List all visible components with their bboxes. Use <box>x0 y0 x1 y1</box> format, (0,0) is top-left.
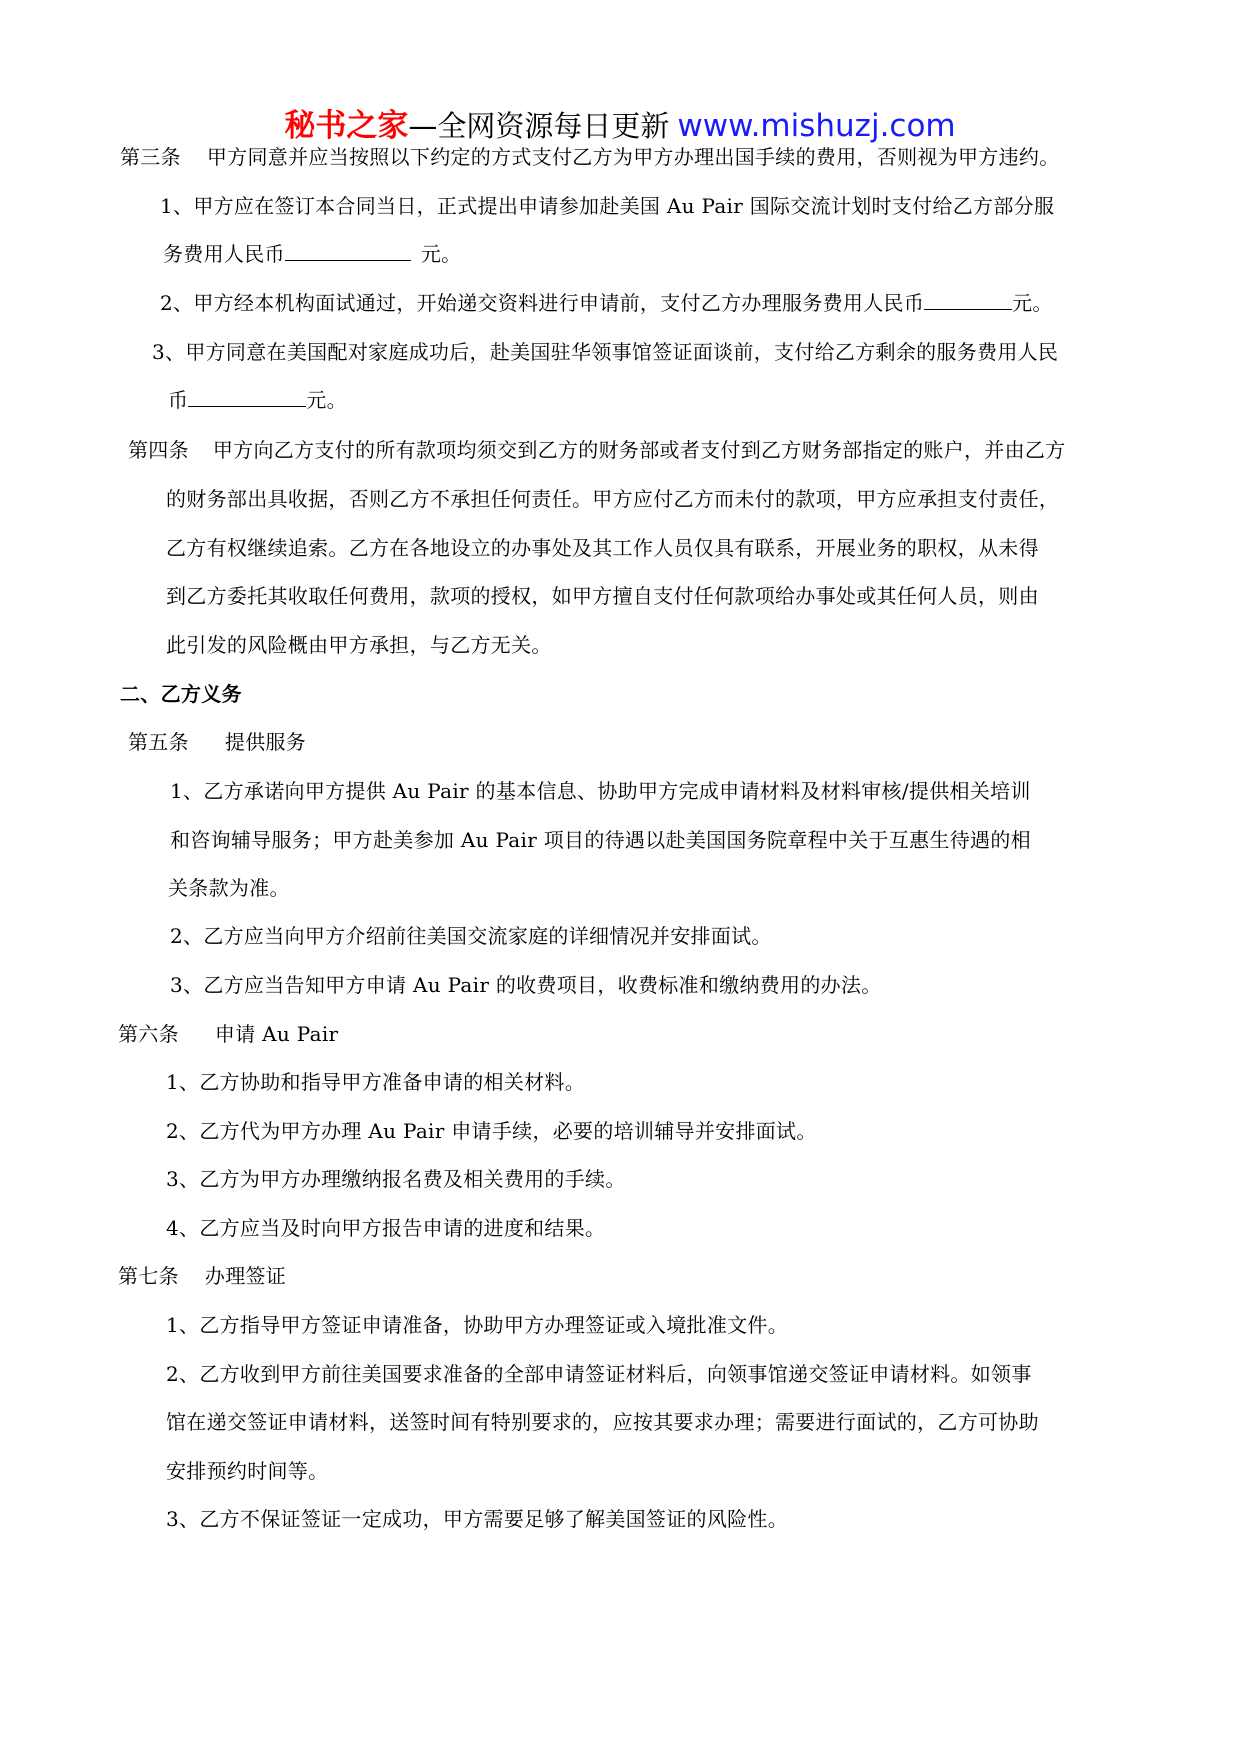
article-6-heading <box>118 1020 338 1048</box>
article-6-title: 申请 Au Pair <box>214 1022 339 1046</box>
article-4-line-3: 乙方有权继续追索。乙方在各地设立的办事处及其工作人员仅具有联系，开展业务的职权，从未得 <box>166 536 1039 560</box>
article-5-item-1-line-3: 关条款为准。 <box>168 876 290 900</box>
article-6-item-1: 1、乙方协助和指导甲方准备申请的相关材料。 <box>166 1070 586 1094</box>
article-6-label: 第六条 <box>118 1022 179 1046</box>
article-3-item-2-unit: 元。 <box>1012 291 1053 315</box>
article-3-heading <box>120 143 1060 171</box>
amount-blank-1[interactable] <box>285 240 411 261</box>
brand-name: 秘书之家 <box>284 108 409 144</box>
article-7-item-2-line-3: 安排预约时间等。 <box>166 1459 329 1483</box>
article-7-heading <box>118 1262 286 1290</box>
amount-blank-2[interactable] <box>924 289 1012 310</box>
article-3-item-1-unit: 元。 <box>420 242 462 266</box>
article-3-item-2 <box>160 289 1053 317</box>
article-4-line-2: 的财务部出具收据，否则乙方不承担任何责任。甲方应付乙方而未付的款项，甲方应承担支付责任， <box>166 487 1060 511</box>
article-7-label: 第七条 <box>118 1264 179 1288</box>
article-4-line-1 <box>128 436 1066 464</box>
article-3-item-3-unit: 元。 <box>306 388 347 412</box>
article-5-item-1-line-1: 1、乙方承诺向甲方提供 Au Pair 的基本信息、协助甲方完成申请材料及材料审核/提供相关培训 <box>170 779 1031 803</box>
article-6-item-4: 4、乙方应当及时向甲方报告申请的进度和结果。 <box>166 1216 606 1240</box>
article-3-item-3-line-1: 3、甲方同意在美国配对家庭成功后，赴美国驻华领事馆签证面谈前，支付给乙方剩余的服务费用人民 <box>152 340 1059 364</box>
article-3-item-3-line-2 <box>168 386 347 414</box>
article-6-item-2: 2、乙方代为甲方办理 Au Pair 申请手续，必要的培训辅导并安排面试。 <box>166 1119 817 1143</box>
article-5-label: 第五条 <box>128 730 189 754</box>
article-5-title: 提供服务 <box>224 730 307 754</box>
article-4-label: 第四条 <box>128 438 189 462</box>
article-4-line-4: 到乙方委托其收取任何费用，款项的授权，如甲方擅自支付任何款项给办事处或其任何人员，则由 <box>166 584 1039 608</box>
header-tagline: —全网资源每日更新 <box>408 109 670 143</box>
article-4-text-1: 甲方向乙方支付的所有款项均须交到乙方的财务部或者支付到乙方财务部指定的账户，并由乙方 <box>212 438 1066 462</box>
section-2-title: 二、乙方义务 <box>120 682 242 706</box>
article-7-title: 办理签证 <box>204 1264 287 1288</box>
article-4-line-5: 此引发的风险概由甲方承担，与乙方无关。 <box>166 633 552 657</box>
article-3-label: 第三条 <box>120 145 181 169</box>
article-3-item-1-text: 务费用人民币 <box>163 242 285 266</box>
article-7-item-2-line-2: 馆在递交签证申请材料，送签时间有特别要求的，应按其要求办理；需要进行面试的，乙方可协助 <box>166 1410 1039 1434</box>
article-5-item-2: 2、乙方应当向甲方介绍前往美国交流家庭的详细情况并安排面试。 <box>170 924 772 948</box>
article-7-item-3: 3、乙方不保证签证一定成功，甲方需要足够了解美国签证的风险性。 <box>166 1507 789 1531</box>
amount-blank-3[interactable] <box>188 386 306 407</box>
article-3-item-1-line-1: 1、甲方应在签订本合同当日，正式提出申请参加赴美国 Au Pair 国际交流计划时支付给乙方部分服 <box>160 194 1055 218</box>
article-5-item-3: 3、乙方应当告知甲方申请 Au Pair 的收费项目，收费标准和缴纳费用的办法。 <box>170 973 882 997</box>
article-6-item-3: 3、乙方为甲方办理缴纳报名费及相关费用的手续。 <box>166 1167 626 1191</box>
article-7-item-2-line-1: 2、乙方收到甲方前往美国要求准备的全部申请签证材料后，向领事馆递交签证申请材料。如领事 <box>166 1362 1032 1386</box>
article-5-heading <box>128 728 306 756</box>
article-3-item-3-text: 币 <box>168 388 189 412</box>
article-7-item-1: 1、乙方指导甲方签证申请准备，协助甲方办理签证或入境批准文件。 <box>166 1313 789 1337</box>
article-3-item-1-line-2 <box>163 240 461 268</box>
article-3-text: 甲方同意并应当按照以下约定的方式支付乙方为甲方办理出国手续的费用，否则视为甲方违约。 <box>206 145 1060 169</box>
watermark-header <box>0 100 1240 145</box>
header-url[interactable]: www.mishuzj.com <box>677 108 956 144</box>
article-5-item-1-line-2: 和咨询辅导服务；甲方赴美参加 Au Pair 项目的待遇以赴美国国务院章程中关于互惠生待遇的相 <box>170 828 1031 852</box>
article-3-item-2-text: 2、甲方经本机构面试通过，开始递交资料进行申请前，支付乙方办理服务费用人民币 <box>160 291 925 315</box>
